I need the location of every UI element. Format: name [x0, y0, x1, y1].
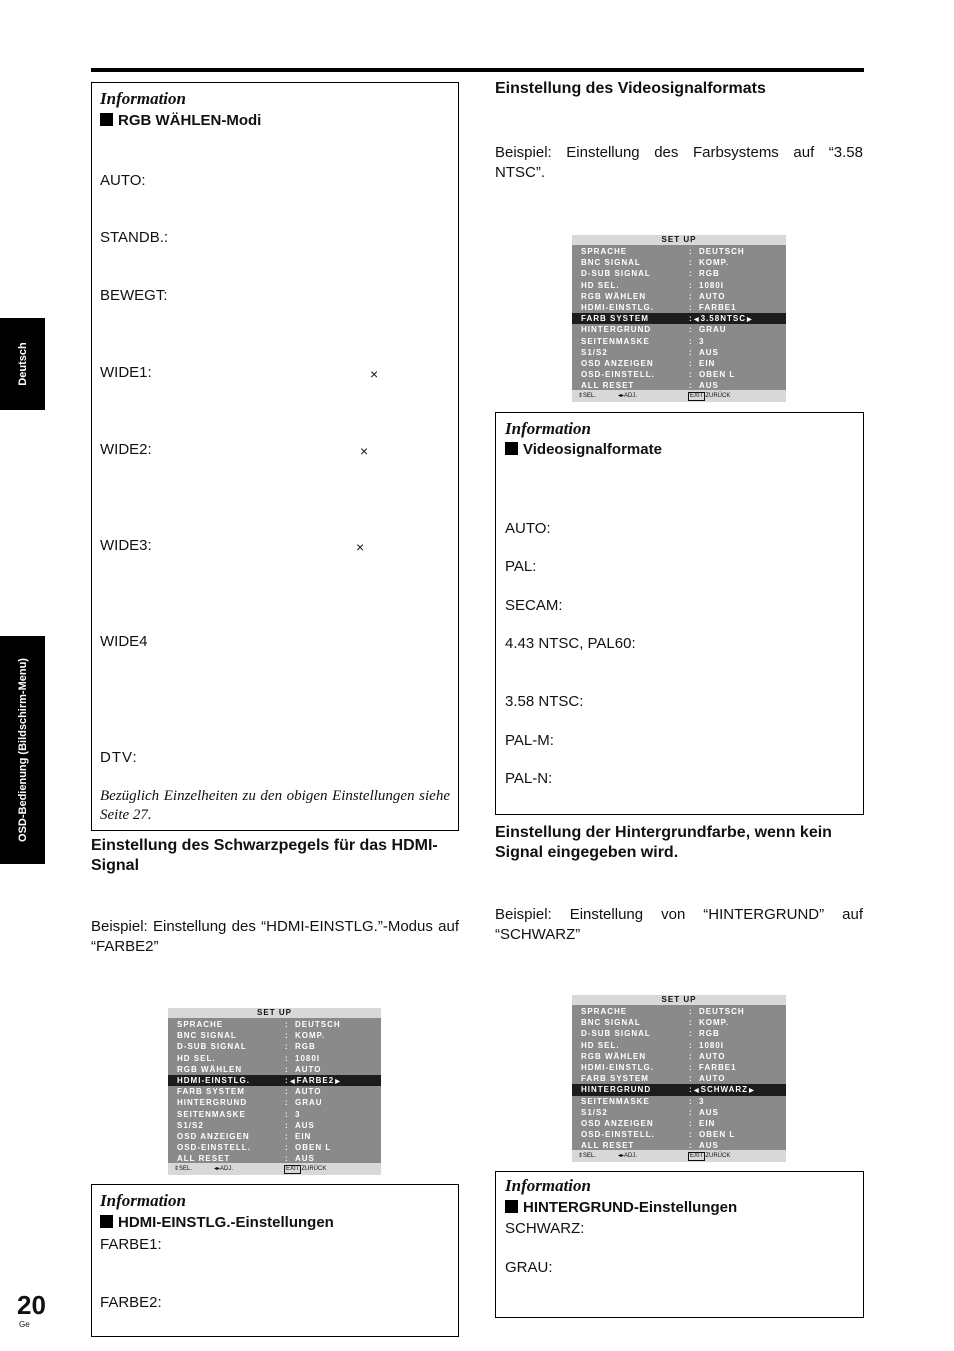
- osd-row: [572, 1096, 786, 1107]
- osd-row: [572, 1129, 786, 1140]
- up-down-arrow-icon: ⇕: [174, 1166, 180, 1172]
- osd-row-colon: :: [689, 370, 693, 380]
- osd-row-label: SPRACHE: [177, 1020, 224, 1029]
- osd-row-colon: :: [285, 1098, 289, 1108]
- arrow-right-icon: ▶: [335, 1078, 341, 1085]
- osd-footer-adj: [618, 390, 637, 402]
- osd-row-label: BNC SIGNAL: [581, 1018, 641, 1028]
- left-right-arrow-icon: ◂▸: [618, 393, 625, 399]
- osd-row: [572, 336, 786, 347]
- osd-row-colon: :: [689, 1007, 693, 1016]
- osd-row: [572, 369, 786, 380]
- rgb-item-auto: AUTO:: [100, 172, 146, 189]
- osd-row-label: SPRACHE: [581, 1007, 628, 1016]
- up-down-arrow-icon: ⇕: [578, 1153, 584, 1159]
- osd-row-colon: :: [689, 1107, 693, 1117]
- osd-row-value: 1080I: [699, 280, 725, 290]
- osd-row-label: HD SEL.: [581, 1040, 620, 1050]
- osd-row: [168, 1019, 381, 1030]
- osd-row-colon: :: [689, 1096, 693, 1106]
- bg-info-box: [495, 1171, 864, 1318]
- osd-row-value: AUS: [699, 347, 719, 357]
- osd-row-label: OSD-EINSTELL.: [581, 370, 655, 380]
- osd-row-label: ALL RESET: [581, 381, 635, 391]
- arrow-right-icon: ▶: [749, 1088, 755, 1095]
- times-symbol: ×: [356, 539, 365, 555]
- osd-row-value: 3: [295, 1109, 301, 1119]
- osd-title: SET UP: [572, 995, 786, 1005]
- osd-row-colon: :: [689, 336, 693, 346]
- osd-row-value: OBEN L: [699, 370, 736, 380]
- osd-row-label: HINTERGRUND: [581, 325, 652, 335]
- osd-row-value: AUTO: [295, 1064, 322, 1074]
- osd-row: [572, 1051, 786, 1062]
- osd-row: [168, 1142, 381, 1153]
- osd-row-colon: :: [689, 291, 693, 301]
- osd-row: [572, 1062, 786, 1073]
- osd-footer-back: [284, 1163, 326, 1175]
- osd-row-value: AUTO: [699, 291, 726, 301]
- osd-row-value: DEUTSCH: [295, 1020, 341, 1029]
- osd-row-value: RGB: [295, 1042, 316, 1052]
- video-info-heading-text: Videosignalformate: [523, 441, 662, 458]
- osd-row: [168, 1053, 381, 1064]
- hdmi-info-title: Information: [100, 1191, 186, 1210]
- osd-row-label: S1/S2: [177, 1120, 204, 1130]
- osd-row-label: D-SUB SIGNAL: [581, 269, 651, 279]
- hdmi-info-heading-text: HDMI-EINSTLG.-Einstellungen: [118, 1214, 334, 1231]
- osd-row-value: GRAU: [295, 1098, 323, 1108]
- osd-footer-back: [688, 390, 730, 402]
- osd-row-colon: :: [689, 314, 693, 324]
- square-bullet-icon: [505, 1200, 518, 1213]
- osd-row-value: AUS: [295, 1120, 315, 1130]
- osd-row-label: OSD-EINSTELL.: [177, 1143, 251, 1153]
- video-info-heading: [505, 441, 662, 458]
- osd-row-value: 3: [699, 1096, 705, 1106]
- osd-row-colon: :: [689, 280, 693, 290]
- osd-footer: [572, 1150, 786, 1162]
- osd-row: [572, 1118, 786, 1129]
- osd-row-label: HDMI-EINSTLG.: [581, 302, 654, 312]
- side-tab-language-label: Deutsch: [16, 342, 29, 386]
- osd-row-value: EIN: [699, 1118, 716, 1128]
- osd-row-colon: :: [689, 347, 693, 357]
- times-symbol: ×: [370, 366, 379, 382]
- osd-row-colon: :: [689, 302, 693, 312]
- osd-row-value: RGB: [699, 1029, 720, 1039]
- rgb-item-bewegt: BEWEGT:: [100, 287, 168, 304]
- square-bullet-icon: [100, 1215, 113, 1228]
- osd-title: SET UP: [168, 1008, 381, 1018]
- osd-row-colon: :: [689, 1118, 693, 1128]
- osd-row-colon: :: [285, 1031, 289, 1041]
- video-info-box: [495, 412, 864, 815]
- osd-row: [572, 347, 786, 358]
- page-language-code: Ge: [19, 1320, 30, 1329]
- osd-row: [572, 1006, 786, 1017]
- osd-footer-back-label: ZURÜCK: [705, 1153, 731, 1159]
- osd-row: [572, 280, 786, 291]
- osd-row-label: ALL RESET: [177, 1154, 231, 1164]
- osd-row-label: HDMI-EINSTLG.: [177, 1075, 250, 1085]
- osd-footer-adj: [618, 1150, 637, 1162]
- osd-row-value: AUTO: [699, 1051, 726, 1061]
- video-item-443ntsc: 4.43 NTSC, PAL60:: [505, 635, 636, 652]
- osd-row-value: EIN: [295, 1131, 312, 1141]
- osd-row-value: KOMP.: [699, 1018, 730, 1028]
- video-section-example: Beispiel: Einstellung des Farbsystems auf “3.58 NTSC”.: [495, 144, 863, 181]
- osd-row: [572, 1040, 786, 1051]
- osd-row-label: ALL RESET: [581, 1141, 635, 1151]
- bg-info-heading: [505, 1199, 737, 1216]
- hdmi-item-farbe1: FARBE1:: [100, 1236, 162, 1253]
- video-info-title: Information: [505, 419, 591, 438]
- osd-footer-sel-label: SEL.: [583, 393, 597, 399]
- osd-row: [168, 1097, 381, 1108]
- osd-rows: [572, 246, 786, 391]
- osd-row-colon: :: [285, 1120, 289, 1130]
- osd-row-colon: :: [285, 1109, 289, 1119]
- osd-row-colon: :: [285, 1064, 289, 1074]
- osd-row: [572, 291, 786, 302]
- osd-row: [168, 1086, 381, 1097]
- osd-row: [168, 1120, 381, 1131]
- rgb-info-note: Bezüglich Einzelheiten zu den obigen Einstellungen siehe Seite 27.: [100, 788, 450, 823]
- square-bullet-icon: [505, 442, 518, 455]
- osd-footer: [168, 1163, 381, 1175]
- osd-row-colon: :: [285, 1143, 289, 1153]
- osd-row-label: FARB SYSTEM: [581, 314, 649, 324]
- bg-section-heading: Einstellung der Hintergrundfarbe, wenn kein Signal eingegeben wird.: [495, 824, 832, 861]
- osd-row-label: SPRACHE: [581, 247, 628, 256]
- osd-row-colon: :: [689, 1062, 693, 1072]
- rgb-item-wide2: WIDE2:: [100, 441, 152, 458]
- video-item-palm: PAL-M:: [505, 732, 554, 749]
- osd-row-value: 3: [699, 336, 705, 346]
- osd-row-colon: :: [689, 269, 693, 279]
- left-right-arrow-icon: ◂▸: [214, 1166, 221, 1172]
- osd-row-colon: :: [689, 1085, 693, 1095]
- exit-key-icon: EXIT: [286, 1166, 300, 1172]
- osd-row-colon: :: [689, 1141, 693, 1151]
- osd-footer-sel: [578, 1150, 596, 1162]
- video-item-paln: PAL-N:: [505, 770, 553, 787]
- osd-row-value: DEUTSCH: [699, 247, 745, 256]
- osd-row-value: FARBE1: [699, 302, 737, 312]
- osd-row-value: OBEN L: [295, 1143, 332, 1153]
- osd-row-colon: :: [689, 1018, 693, 1028]
- rgb-item-wide3: WIDE3:: [100, 537, 152, 554]
- osd-row: [572, 1017, 786, 1028]
- osd-row-colon: :: [285, 1053, 289, 1063]
- osd-footer-adj-label: ADJ.: [624, 393, 638, 399]
- osd-footer-adj-label: ADJ.: [624, 1153, 638, 1159]
- osd-row-label: S1/S2: [581, 1107, 608, 1117]
- osd-footer-back: [688, 1150, 730, 1162]
- osd-row-label: HD SEL.: [581, 280, 620, 290]
- video-item-secam: SECAM:: [505, 597, 563, 614]
- osd-row-colon: :: [689, 381, 693, 391]
- osd-row-label: OSD ANZEIGEN: [581, 1118, 654, 1128]
- osd-row-label: RGB WÄHLEN: [581, 291, 647, 301]
- rgb-item-wide4: WIDE4: [100, 633, 148, 650]
- hdmi-info-box: [91, 1184, 459, 1337]
- osd-row: [572, 1084, 786, 1095]
- osd-row-colon: :: [285, 1042, 289, 1052]
- osd-row-colon: :: [689, 1130, 693, 1140]
- video-item-pal: PAL:: [505, 558, 537, 575]
- osd-row: [572, 324, 786, 335]
- osd-row-colon: :: [689, 1029, 693, 1039]
- osd-row: [572, 313, 786, 324]
- osd-row-label: OSD-EINSTELL.: [581, 1130, 655, 1140]
- osd-row-label: FARB SYSTEM: [177, 1087, 245, 1097]
- osd-row: [168, 1131, 381, 1142]
- osd-row-label: SEITENMASKE: [177, 1109, 246, 1119]
- osd-row-label: S1/S2: [581, 347, 608, 357]
- rgb-info-heading: [100, 112, 261, 129]
- osd-row-colon: :: [285, 1131, 289, 1141]
- arrow-left-icon: ◀: [694, 317, 700, 324]
- osd-row: [168, 1064, 381, 1075]
- arrow-left-icon: ◀: [694, 1088, 700, 1095]
- osd-row-colon: :: [285, 1020, 289, 1029]
- osd-row: [572, 1073, 786, 1084]
- osd-row-label: HINTERGRUND: [177, 1098, 248, 1108]
- osd-row-colon: :: [689, 358, 693, 368]
- video-item-auto: AUTO:: [505, 520, 551, 537]
- osd-row-colon: :: [689, 247, 693, 256]
- osd-row-value: SCHWARZ: [700, 1085, 749, 1095]
- square-bullet-icon: [100, 113, 113, 126]
- times-symbol: ×: [360, 443, 369, 459]
- osd-footer-back-label: ZURÜCK: [705, 393, 731, 399]
- exit-key-icon: EXIT: [690, 393, 704, 399]
- osd-row-colon: :: [285, 1087, 289, 1097]
- osd-footer-sel-label: SEL.: [583, 1153, 597, 1159]
- arrow-right-icon: ▶: [746, 317, 753, 324]
- exit-key-icon: EXIT: [690, 1153, 704, 1159]
- rgb-item-standb: STANDB.:: [100, 229, 169, 246]
- rgb-info-title: Information: [100, 89, 186, 108]
- osd-row: [572, 358, 786, 369]
- osd-row: [572, 1107, 786, 1118]
- osd-row-label: D-SUB SIGNAL: [581, 1029, 651, 1039]
- osd-footer-adj-label: ADJ.: [220, 1166, 234, 1172]
- osd-row-colon: :: [285, 1075, 289, 1085]
- osd-row-label: RGB WÄHLEN: [177, 1064, 243, 1074]
- bg-info-title: Information: [505, 1176, 591, 1195]
- side-tab-language: [0, 318, 45, 410]
- osd-row-value: KOMP.: [295, 1031, 326, 1041]
- osd-menu-background: [572, 995, 786, 1162]
- osd-row: [572, 1028, 786, 1039]
- osd-row-value: KOMP.: [699, 258, 730, 268]
- osd-row-value: FARBE2: [296, 1075, 335, 1085]
- osd-row-label: OSD ANZEIGEN: [581, 358, 654, 368]
- side-tab-section: [0, 636, 45, 864]
- bg-item-grau: GRAU:: [505, 1259, 553, 1276]
- osd-row-value: AUS: [699, 1107, 719, 1117]
- rgb-info-box: [91, 82, 459, 831]
- video-item-358ntsc: 3.58 NTSC:: [505, 693, 584, 710]
- osd-row-label: HD SEL.: [177, 1053, 216, 1063]
- osd-row-value: AUS: [699, 381, 719, 391]
- osd-row-value: DEUTSCH: [699, 1007, 745, 1016]
- osd-rows: [572, 1006, 786, 1151]
- osd-row-label: D-SUB SIGNAL: [177, 1042, 247, 1052]
- osd-row-colon: :: [689, 1040, 693, 1050]
- osd-row-value: FARBE1: [699, 1062, 737, 1072]
- osd-row-label: SEITENMASKE: [581, 336, 650, 346]
- osd-row-value: AUTO: [699, 1074, 726, 1084]
- bg-info-heading-text: HINTERGRUND-Einstellungen: [523, 1199, 738, 1216]
- osd-row-label: RGB WÄHLEN: [581, 1051, 647, 1061]
- osd-footer: [572, 390, 786, 402]
- hdmi-item-farbe2: FARBE2:: [100, 1294, 162, 1311]
- bg-section-example: Beispiel: Einstellung von “HINTERGRUND” auf “SCHWARZ”: [495, 906, 863, 943]
- osd-row-colon: :: [689, 258, 693, 268]
- osd-row-label: BNC SIGNAL: [581, 258, 641, 268]
- osd-footer-sel: [578, 390, 596, 402]
- osd-row-label: HDMI-EINSTLG.: [581, 1062, 654, 1072]
- hdmi-section-heading: Einstellung des Schwarzpegels für das HDMI-Signal: [91, 837, 438, 874]
- osd-row-label: OSD ANZEIGEN: [177, 1131, 250, 1141]
- osd-row-value: OBEN L: [699, 1130, 736, 1140]
- osd-row-value: EIN: [699, 358, 716, 368]
- osd-row: [168, 1030, 381, 1041]
- osd-row: [168, 1041, 381, 1052]
- left-right-arrow-icon: ◂▸: [618, 1153, 625, 1159]
- rgb-info-heading-text: RGB WÄHLEN-Modi: [118, 112, 262, 129]
- osd-row: [572, 246, 786, 257]
- osd-row-colon: :: [689, 325, 693, 335]
- osd-row-colon: :: [285, 1154, 289, 1164]
- osd-row: [168, 1075, 381, 1086]
- osd-menu-hdmi: [168, 1008, 381, 1175]
- osd-row-label: FARB SYSTEM: [581, 1074, 649, 1084]
- hdmi-info-heading: [100, 1214, 334, 1231]
- osd-footer-sel: [174, 1163, 192, 1175]
- osd-row-value: 1080I: [295, 1053, 321, 1063]
- side-tab-section-label: OSD-Bedienung (Bildschirm-Menu): [16, 658, 29, 842]
- osd-row-value: GRAU: [699, 325, 727, 335]
- osd-row-value: RGB: [699, 269, 720, 279]
- osd-row-colon: :: [689, 1051, 693, 1061]
- page-number: 20: [17, 1290, 46, 1320]
- osd-row: [572, 302, 786, 313]
- osd-row-label: SEITENMASKE: [581, 1096, 650, 1106]
- osd-row-value: AUTO: [295, 1087, 322, 1097]
- video-section-heading: Einstellung des Videosignalformats: [495, 80, 766, 97]
- osd-footer-adj: [214, 1163, 233, 1175]
- osd-row: [572, 257, 786, 268]
- rgb-item-dtv: DTV:: [100, 749, 138, 766]
- osd-title: SET UP: [572, 235, 786, 245]
- osd-row-value: 3.58NTSC: [700, 314, 746, 324]
- osd-row-value: AUS: [699, 1141, 719, 1151]
- osd-rows: [168, 1019, 381, 1164]
- osd-row-label: HINTERGRUND: [581, 1085, 652, 1095]
- osd-footer-back-label: ZURÜCK: [301, 1166, 327, 1172]
- osd-row-colon: :: [689, 1074, 693, 1084]
- bg-item-schwarz: SCHWARZ:: [505, 1220, 585, 1237]
- osd-row: [168, 1109, 381, 1120]
- up-down-arrow-icon: ⇕: [578, 393, 584, 399]
- osd-menu-video: [572, 235, 786, 402]
- top-rule: [91, 68, 864, 72]
- osd-footer-sel-label: SEL.: [179, 1166, 193, 1172]
- osd-row-value: AUS: [295, 1154, 315, 1164]
- osd-row-value: 1080I: [699, 1040, 725, 1050]
- rgb-item-wide1: WIDE1:: [100, 364, 152, 381]
- osd-row-label: BNC SIGNAL: [177, 1031, 237, 1041]
- osd-row: [572, 268, 786, 279]
- arrow-left-icon: ◀: [290, 1078, 296, 1085]
- hdmi-section-example: Beispiel: Einstellung des “HDMI-EINSTLG.”-Modus auf “FARBE2”: [91, 918, 459, 955]
